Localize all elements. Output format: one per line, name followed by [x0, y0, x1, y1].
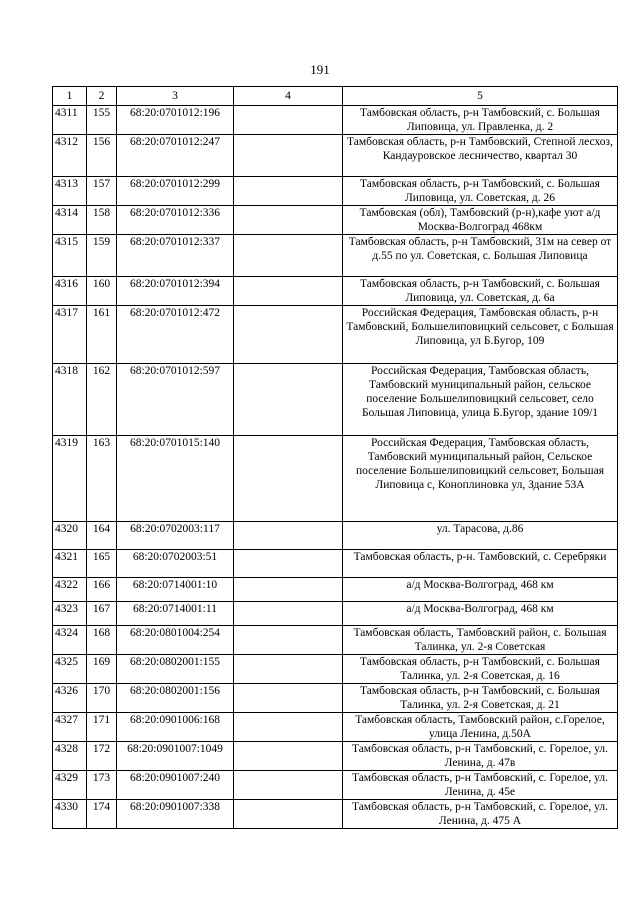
- table-row: [53, 578, 618, 602]
- address-cell: Тамбовская область, р-н Тамбовский, с. Горелое, ул. Ленина, д. 475 А: [343, 800, 618, 829]
- column-4-cell: [234, 306, 343, 364]
- table-row: [53, 602, 618, 626]
- cadastral-number-cell: 68:20:0701012:196: [117, 106, 234, 135]
- address-cell: Тамбовская область, р-н Тамбовский, 31м на север от д.55 по ул. Советская, с. Большая Липовица: [343, 235, 618, 277]
- table-row: [53, 742, 618, 771]
- address-cell: Российская Федерация, Тамбовская область, Тамбовский муниципальный район, Сельское поселение Большелиповицкий сельсовет, Большая Липовица с, Коноплиновка ул, Здание 53А: [343, 436, 618, 522]
- row-index-cell: 170: [87, 684, 117, 713]
- address-cell: ул. Тарасова, д.86: [343, 522, 618, 550]
- table-row: [53, 655, 618, 684]
- cadastral-number-cell: 68:20:0701012:472: [117, 306, 234, 364]
- row-index-cell: 174: [87, 800, 117, 829]
- table-row: [53, 522, 618, 550]
- row-index-cell: 156: [87, 135, 117, 177]
- address-cell: Тамбовская область, р-н Тамбовский, с. Большая Талинка, ул. 2-я Советская, д. 21: [343, 684, 618, 713]
- address-cell: Тамбовская область, р-н Тамбовский, Степной лесхоз, Кандауровское лесничество, квартал 30: [343, 135, 618, 177]
- column-4-cell: [234, 742, 343, 771]
- column-4-cell: [234, 713, 343, 742]
- table-row: [53, 800, 618, 829]
- row-index-cell: 163: [87, 436, 117, 522]
- row-index-cell: 157: [87, 177, 117, 206]
- address-cell: Тамбовская область, р-н Тамбовский, с. Большая Талинка, ул. 2-я Советская, д. 16: [343, 655, 618, 684]
- column-header: 2: [87, 87, 117, 106]
- address-cell: Тамбовская область, р-н. Тамбовский, с. Серебряки: [343, 550, 618, 578]
- cadastral-number-cell: 68:20:0701012:394: [117, 277, 234, 306]
- table-row: [53, 235, 618, 277]
- row-index-cell: 158: [87, 206, 117, 235]
- row-number-cell: 4313: [53, 177, 87, 206]
- row-number-cell: 4314: [53, 206, 87, 235]
- cadastral-number-cell: 68:20:0801004:254: [117, 626, 234, 655]
- row-index-cell: 166: [87, 578, 117, 602]
- row-number-cell: 4316: [53, 277, 87, 306]
- address-cell: Тамбовская область, Тамбовский район, с. Большая Талинка, ул. 2-я Советская: [343, 626, 618, 655]
- table-row: [53, 626, 618, 655]
- column-4-cell: [234, 655, 343, 684]
- row-number-cell: 4325: [53, 655, 87, 684]
- row-index-cell: 160: [87, 277, 117, 306]
- row-number-cell: 4322: [53, 578, 87, 602]
- row-number-cell: 4318: [53, 364, 87, 436]
- cadastral-number-cell: 68:20:0701015:140: [117, 436, 234, 522]
- address-cell: Тамбовская область, р-н Тамбовский, с. Большая Липовица, ул. Советская, д. 26: [343, 177, 618, 206]
- cadastral-number-cell: 68:20:0701012:597: [117, 364, 234, 436]
- table-row: [53, 550, 618, 578]
- address-cell: а/д Москва-Волгоград, 468 км: [343, 602, 618, 626]
- column-4-cell: [234, 436, 343, 522]
- cadastral-number-cell: 68:20:0701012:336: [117, 206, 234, 235]
- cadastral-number-cell: 68:20:0901007:1049: [117, 742, 234, 771]
- row-number-cell: 4329: [53, 771, 87, 800]
- row-index-cell: 167: [87, 602, 117, 626]
- address-cell: Российская Федерация, Тамбовская область, р-н Тамбовский, Большелиповицкий сельсовет, с Большая Липовица, ул Б.Бугор, 109: [343, 306, 618, 364]
- row-index-cell: 171: [87, 713, 117, 742]
- row-number-cell: 4326: [53, 684, 87, 713]
- row-number-cell: 4324: [53, 626, 87, 655]
- address-cell: Тамбовская область, р-н Тамбовский, с. Большая Липовица, ул. Советская, д. 6а: [343, 277, 618, 306]
- row-index-cell: 173: [87, 771, 117, 800]
- column-4-cell: [234, 277, 343, 306]
- column-header: 1: [53, 87, 87, 106]
- cadastral-number-cell: 68:20:0701012:299: [117, 177, 234, 206]
- table-row: [53, 684, 618, 713]
- column-4-cell: [234, 578, 343, 602]
- row-number-cell: 4311: [53, 106, 87, 135]
- cadastral-number-cell: 68:20:0802001:156: [117, 684, 234, 713]
- column-4-cell: [234, 626, 343, 655]
- cadastral-number-cell: 68:20:0701012:337: [117, 235, 234, 277]
- column-header: 3: [117, 87, 234, 106]
- row-number-cell: 4330: [53, 800, 87, 829]
- row-index-cell: 161: [87, 306, 117, 364]
- table-row: [53, 177, 618, 206]
- address-cell: а/д Москва-Волгоград, 468 км: [343, 578, 618, 602]
- column-header: 5: [343, 87, 618, 106]
- cadastral-number-cell: 68:20:0901007:338: [117, 800, 234, 829]
- row-number-cell: 4328: [53, 742, 87, 771]
- row-index-cell: 155: [87, 106, 117, 135]
- column-4-cell: [234, 364, 343, 436]
- address-cell: Тамбовская область, р-н Тамбовский, с. Большая Липовица, ул. Правленка, д. 2: [343, 106, 618, 135]
- table-row: [53, 106, 618, 135]
- column-4-cell: [234, 550, 343, 578]
- row-number-cell: 4319: [53, 436, 87, 522]
- row-index-cell: 172: [87, 742, 117, 771]
- table-row: [53, 306, 618, 364]
- column-4-cell: [234, 106, 343, 135]
- address-cell: Российская Федерация, Тамбовская область, Тамбовский муниципальный район, сельское поселение Большелиповицкий сельсовет, село Большая Липовица, улица Б.Бугор, здание 109/1: [343, 364, 618, 436]
- table-row: [53, 364, 618, 436]
- row-number-cell: 4320: [53, 522, 87, 550]
- column-4-cell: [234, 522, 343, 550]
- address-cell: Тамбовская область, р-н Тамбовский, с. Горелое, ул. Ленина, д. 47в: [343, 742, 618, 771]
- column-4-cell: [234, 177, 343, 206]
- column-4-cell: [234, 135, 343, 177]
- cadastral-number-cell: 68:20:0901007:240: [117, 771, 234, 800]
- column-4-cell: [234, 235, 343, 277]
- row-index-cell: 165: [87, 550, 117, 578]
- cadastral-number-cell: 68:20:0901006:168: [117, 713, 234, 742]
- table-row: [53, 436, 618, 522]
- row-number-cell: 4315: [53, 235, 87, 277]
- table-row: [53, 206, 618, 235]
- cadastral-number-cell: 68:20:0701012:247: [117, 135, 234, 177]
- table-row: [53, 713, 618, 742]
- table-row: [53, 771, 618, 800]
- column-4-cell: [234, 206, 343, 235]
- table-header-row: [53, 87, 618, 106]
- row-index-cell: 169: [87, 655, 117, 684]
- cadastral-number-cell: 68:20:0714001:11: [117, 602, 234, 626]
- column-4-cell: [234, 602, 343, 626]
- cadastral-number-cell: 68:20:0702003:51: [117, 550, 234, 578]
- column-4-cell: [234, 800, 343, 829]
- address-cell: Тамбовская область, р-н Тамбовский, с. Горелое, ул. Ленина, д. 45е: [343, 771, 618, 800]
- address-cell: Тамбовская (обл), Тамбовский (р-н),кафе уют а/д Москва-Волгоград 468км: [343, 206, 618, 235]
- cadastral-number-cell: 68:20:0802001:155: [117, 655, 234, 684]
- cadastral-number-cell: 68:20:0714001:10: [117, 578, 234, 602]
- row-index-cell: 164: [87, 522, 117, 550]
- row-index-cell: 162: [87, 364, 117, 436]
- row-number-cell: 4317: [53, 306, 87, 364]
- address-cell: Тамбовская область, Тамбовский район, с.Горелое, улица Ленина, д.50А: [343, 713, 618, 742]
- row-number-cell: 4323: [53, 602, 87, 626]
- row-index-cell: 168: [87, 626, 117, 655]
- table-row: [53, 277, 618, 306]
- page-number: 191: [310, 62, 330, 77]
- column-4-cell: [234, 684, 343, 713]
- cadastral-number-cell: 68:20:0702003:117: [117, 522, 234, 550]
- row-index-cell: 159: [87, 235, 117, 277]
- registry-table: [52, 86, 618, 829]
- row-number-cell: 4327: [53, 713, 87, 742]
- column-4-cell: [234, 771, 343, 800]
- table-row: [53, 135, 618, 177]
- column-header: 4: [234, 87, 343, 106]
- row-number-cell: 4321: [53, 550, 87, 578]
- row-number-cell: 4312: [53, 135, 87, 177]
